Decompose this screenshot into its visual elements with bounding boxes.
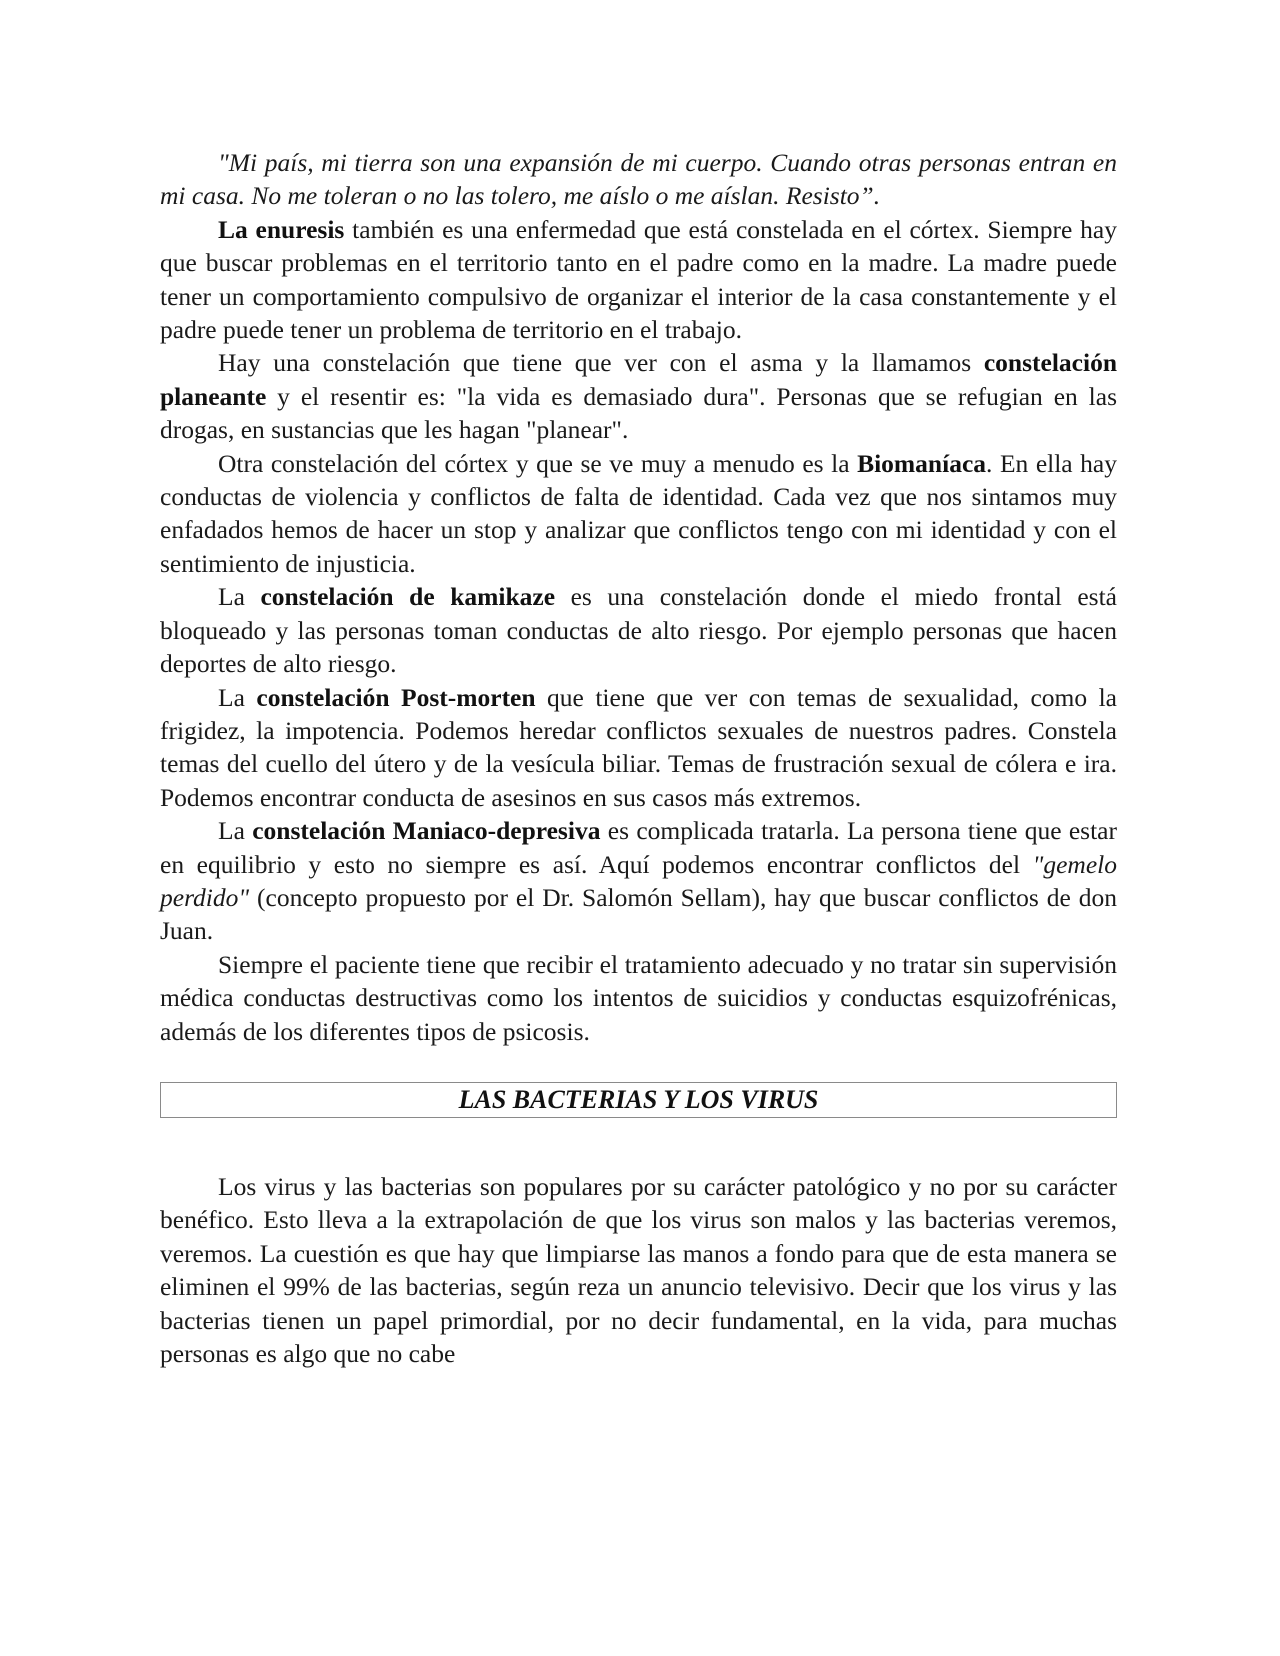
postmorten-text: que tiene que ver con temas de sexualidad, como la frigidez, la impotencia. Podemos heredar conflictos sexuales de nuestros padres. Constela temas del cuello del útero y de la vesícula biliar. Temas de frustración sexual de cólera e ira. Podemos encontrar conducta de asesinos en sus casos más extremos.	[160, 682, 1117, 812]
term-gemelo-perdido: "gemelo perdido"	[160, 849, 1117, 912]
paragraph-tratamiento: Siempre el paciente tiene que recibir el tratamiento adecuado y no tratar sin supervisión médica conductas destructivas como los intentos de suicidios y conductas esquizofrénicas, además de los diferentes tipos de psicosis.	[160, 949, 1117, 1046]
postmorten-intro: La	[218, 682, 257, 712]
term-enuresis: La enuresis	[218, 214, 345, 244]
paragraph-kamikaze	[160, 580, 1117, 680]
enuresis-text: también es una enfermedad que está constelada en el córtex. Siempre hay que buscar problemas en el territorio tanto en el padre como en la madre. La madre puede tener un comportamiento compulsivo de organizar el interior de la casa constantemente y el padre puede tener un problema de territorio en el trabajo.	[160, 214, 1117, 345]
term-planeante: constelación planeante	[160, 348, 1117, 411]
quote-text: "Mi país, mi tierra son una expansión de mi cuerpo. Cuando otras personas entran en mi casa. No me toleran o no las tolero, me aíslo o me aíslan. Resisto”.	[160, 148, 1117, 211]
term-kamikaze: constelación de kamikaze	[260, 582, 556, 612]
maniaco-text-end: (concepto propuesto por el Dr. Salomón Sellam), hay que buscar conflictos de don Juan.	[160, 882, 1117, 946]
planeante-intro: Hay una constelación que tiene que ver con el asma y la llamamos	[218, 348, 984, 378]
term-biomaniaca: Biomaníaca	[857, 448, 987, 478]
biomaniaca-intro: Otra constelación del córtex y que se ve muy a menudo es la	[218, 448, 858, 478]
paragraph-enuresis	[160, 213, 1117, 347]
maniaco-intro: La	[218, 816, 253, 846]
term-maniaco-depresiva: constelación Maniaco-depresiva	[252, 816, 601, 846]
paragraph-maniaco-depresiva	[160, 814, 1117, 948]
section-heading-box	[160, 1082, 1117, 1118]
planeante-text: y el resentir es: "la vida es demasiado dura". Personas que se refugian en las drogas, en sustancias que les hagan "planear".	[160, 381, 1117, 445]
biomaniaca-text: . En ella hay conductas de violencia y conflictos de falta de identidad. Cada vez que nos sintamos muy enfadados hemos de hacer un stop y analizar que conflictos tengo con mi identidad y con el sentimiento de injusticia.	[160, 448, 1117, 578]
term-postmorten: constelación Post-morten	[256, 682, 536, 712]
kamikaze-text: es una constelación donde el miedo frontal está bloqueado y las personas toman conductas de alto riesgo. Por ejemplo personas que hacen deportes de alto riesgo.	[160, 582, 1117, 679]
maniaco-text: es complicada tratarla. La persona tiene que estar en equilibrio y esto no siempre es así. Aquí podemos encontrar conflictos del	[160, 816, 1117, 879]
paragraph-virus: Los virus y las bacterias son populares por su carácter patológico y no por su carácter benéfico. Esto lleva a la extrapolación de que los virus son malos y las bacterias veremos, veremos. La cuestión es que hay que limpiarse las manos a fondo para que de esta manera se eliminen el 99% de las bacterias, según reza un anuncio televisivo. Decir que los virus y las bacterias tienen un papel primordial, por no decir fundamental, en la vida, para muchas personas es algo que no cabe	[160, 1171, 1117, 1368]
section-heading: LAS BACTERIAS Y LOS VIRUS	[458, 1085, 819, 1115]
paragraph-postmorten	[160, 681, 1117, 815]
paragraph-biomaniaca	[160, 447, 1117, 581]
document-page	[160, 146, 1117, 1370]
paragraph-planeante	[160, 346, 1117, 446]
kamikaze-intro: La	[218, 582, 261, 612]
quote-paragraph	[160, 146, 1117, 213]
